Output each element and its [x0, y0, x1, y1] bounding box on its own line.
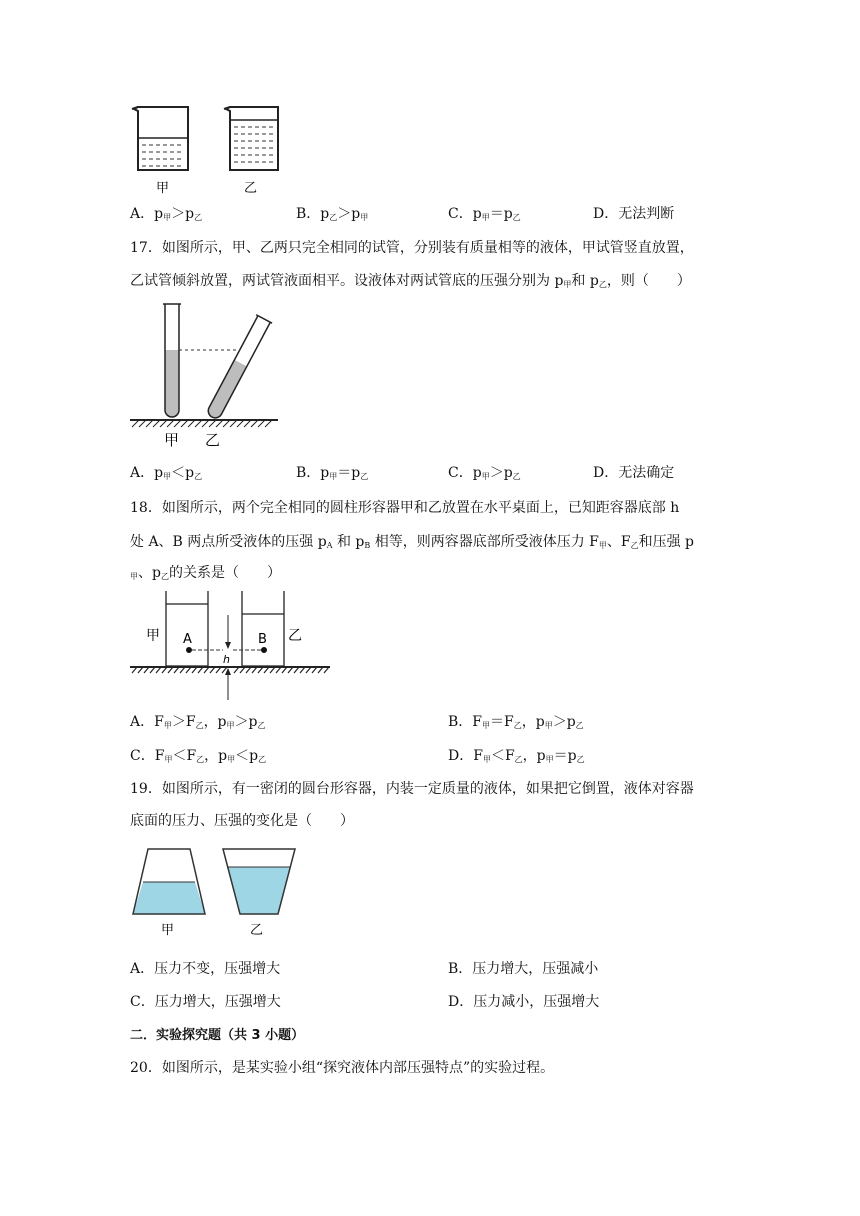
- q18-stem-line3: $_甲$、$p_乙$的关系是（ ）: [130, 565, 281, 581]
- fig-label-jia: 甲: [156, 181, 170, 196]
- label-h: h: [223, 653, 230, 666]
- q19-option-b[interactable]: B．压力增大，压强减小: [448, 961, 599, 977]
- fig-label-yi: 乙: [244, 181, 258, 196]
- q18-figure: [128, 585, 338, 700]
- q16-option-c[interactable]: C．$p_甲=p_乙$: [448, 206, 521, 222]
- label-a: A: [183, 632, 192, 647]
- label-b: B: [258, 632, 267, 647]
- q17-option-d[interactable]: D．无法确定: [593, 465, 675, 481]
- point-b: [261, 647, 267, 653]
- q19-stem-line1: 19．如图所示，有一密闭的圆台形容器，内装一定质量的液体，如果把它倒置，液体对容器: [130, 781, 694, 797]
- table-surface: [130, 667, 330, 673]
- q18-option-c[interactable]: C．$F_甲<F_乙$，$p_甲<p_乙$: [130, 748, 267, 764]
- q16-option-d[interactable]: D．无法判断: [593, 206, 675, 222]
- q16-option-b[interactable]: B．$p_乙>p_甲$: [296, 206, 369, 222]
- q19-option-d[interactable]: D．压力减小，压强增大: [448, 994, 600, 1010]
- q18-option-d[interactable]: D．$F_甲<F_乙$，$p_甲=p_乙$: [448, 748, 585, 764]
- q18-stem-line2: 处 A、B 两点所受液体的压强 $p_A$ 和 $p_B$ 相等，则两容器底部所受液体压力 $F_甲$、$F_乙$和压强 p: [130, 534, 695, 550]
- container-yi: [242, 591, 284, 666]
- q18-stem-line1: 18．如图所示，两个完全相同的圆柱形容器甲和乙放置在水平桌面上，已知距容器底部 h: [130, 500, 680, 516]
- q17-option-a[interactable]: A．$p_甲<p_乙$: [130, 465, 203, 481]
- q19-option-c[interactable]: C．压力增大，压强增大: [130, 994, 281, 1010]
- fig-label-jia: 甲: [146, 628, 160, 644]
- ground: [130, 420, 278, 427]
- fig-label-yi: 乙: [250, 923, 264, 938]
- test-tube-jia: [163, 304, 181, 417]
- q17-option-b[interactable]: B．$p_甲=p_乙$: [296, 465, 369, 481]
- fig-label-jia: 甲: [161, 923, 175, 938]
- test-tube-yi: [204, 315, 272, 421]
- frustum-container-yi: [223, 849, 295, 914]
- point-a: [186, 647, 192, 653]
- q17-stem-line2: 乙试管倾斜放置，两试管液面相平。设液体对两试管底的压强分别为 $p_甲$和 $p_乙$，则（ ）: [130, 273, 691, 289]
- fig-label-jia: 甲: [164, 431, 180, 449]
- q17-figure: [128, 300, 288, 450]
- beaker-yi: [224, 107, 278, 170]
- fig-label-yi: 乙: [205, 431, 221, 449]
- frustum-container-jia: [133, 849, 205, 914]
- q16-figure: [128, 100, 288, 200]
- q19-option-a[interactable]: A．压力不变，压强增大: [130, 961, 281, 977]
- q18-option-b[interactable]: B．$F_甲=F_乙$，$p_甲>p_乙$: [448, 714, 584, 730]
- fig-label-yi: 乙: [288, 628, 302, 644]
- container-jia: [166, 591, 208, 666]
- q20-stem-line1: 20．如图所示，是某实验小组“探究液体内部压强特点”的实验过程。: [130, 1060, 555, 1076]
- q18-option-a[interactable]: A．$F_甲>F_乙$，$p_甲>p_乙$: [130, 714, 266, 730]
- q19-stem-line2: 底面的压力、压强的变化是（ ）: [130, 813, 354, 829]
- q19-figure: [128, 842, 308, 942]
- q17-option-c[interactable]: C．$p_甲>p_乙$: [448, 465, 521, 481]
- q16-option-a[interactable]: A．$p_甲>p_乙$: [130, 206, 203, 222]
- beaker-jia: [132, 107, 188, 170]
- section-title: 二．实验探究题（共 3 小题）: [130, 1028, 305, 1043]
- q17-stem-line1: 17．如图所示，甲、乙两只完全相同的试管，分别装有质量相等的液体，甲试管竖直放置，: [130, 240, 694, 256]
